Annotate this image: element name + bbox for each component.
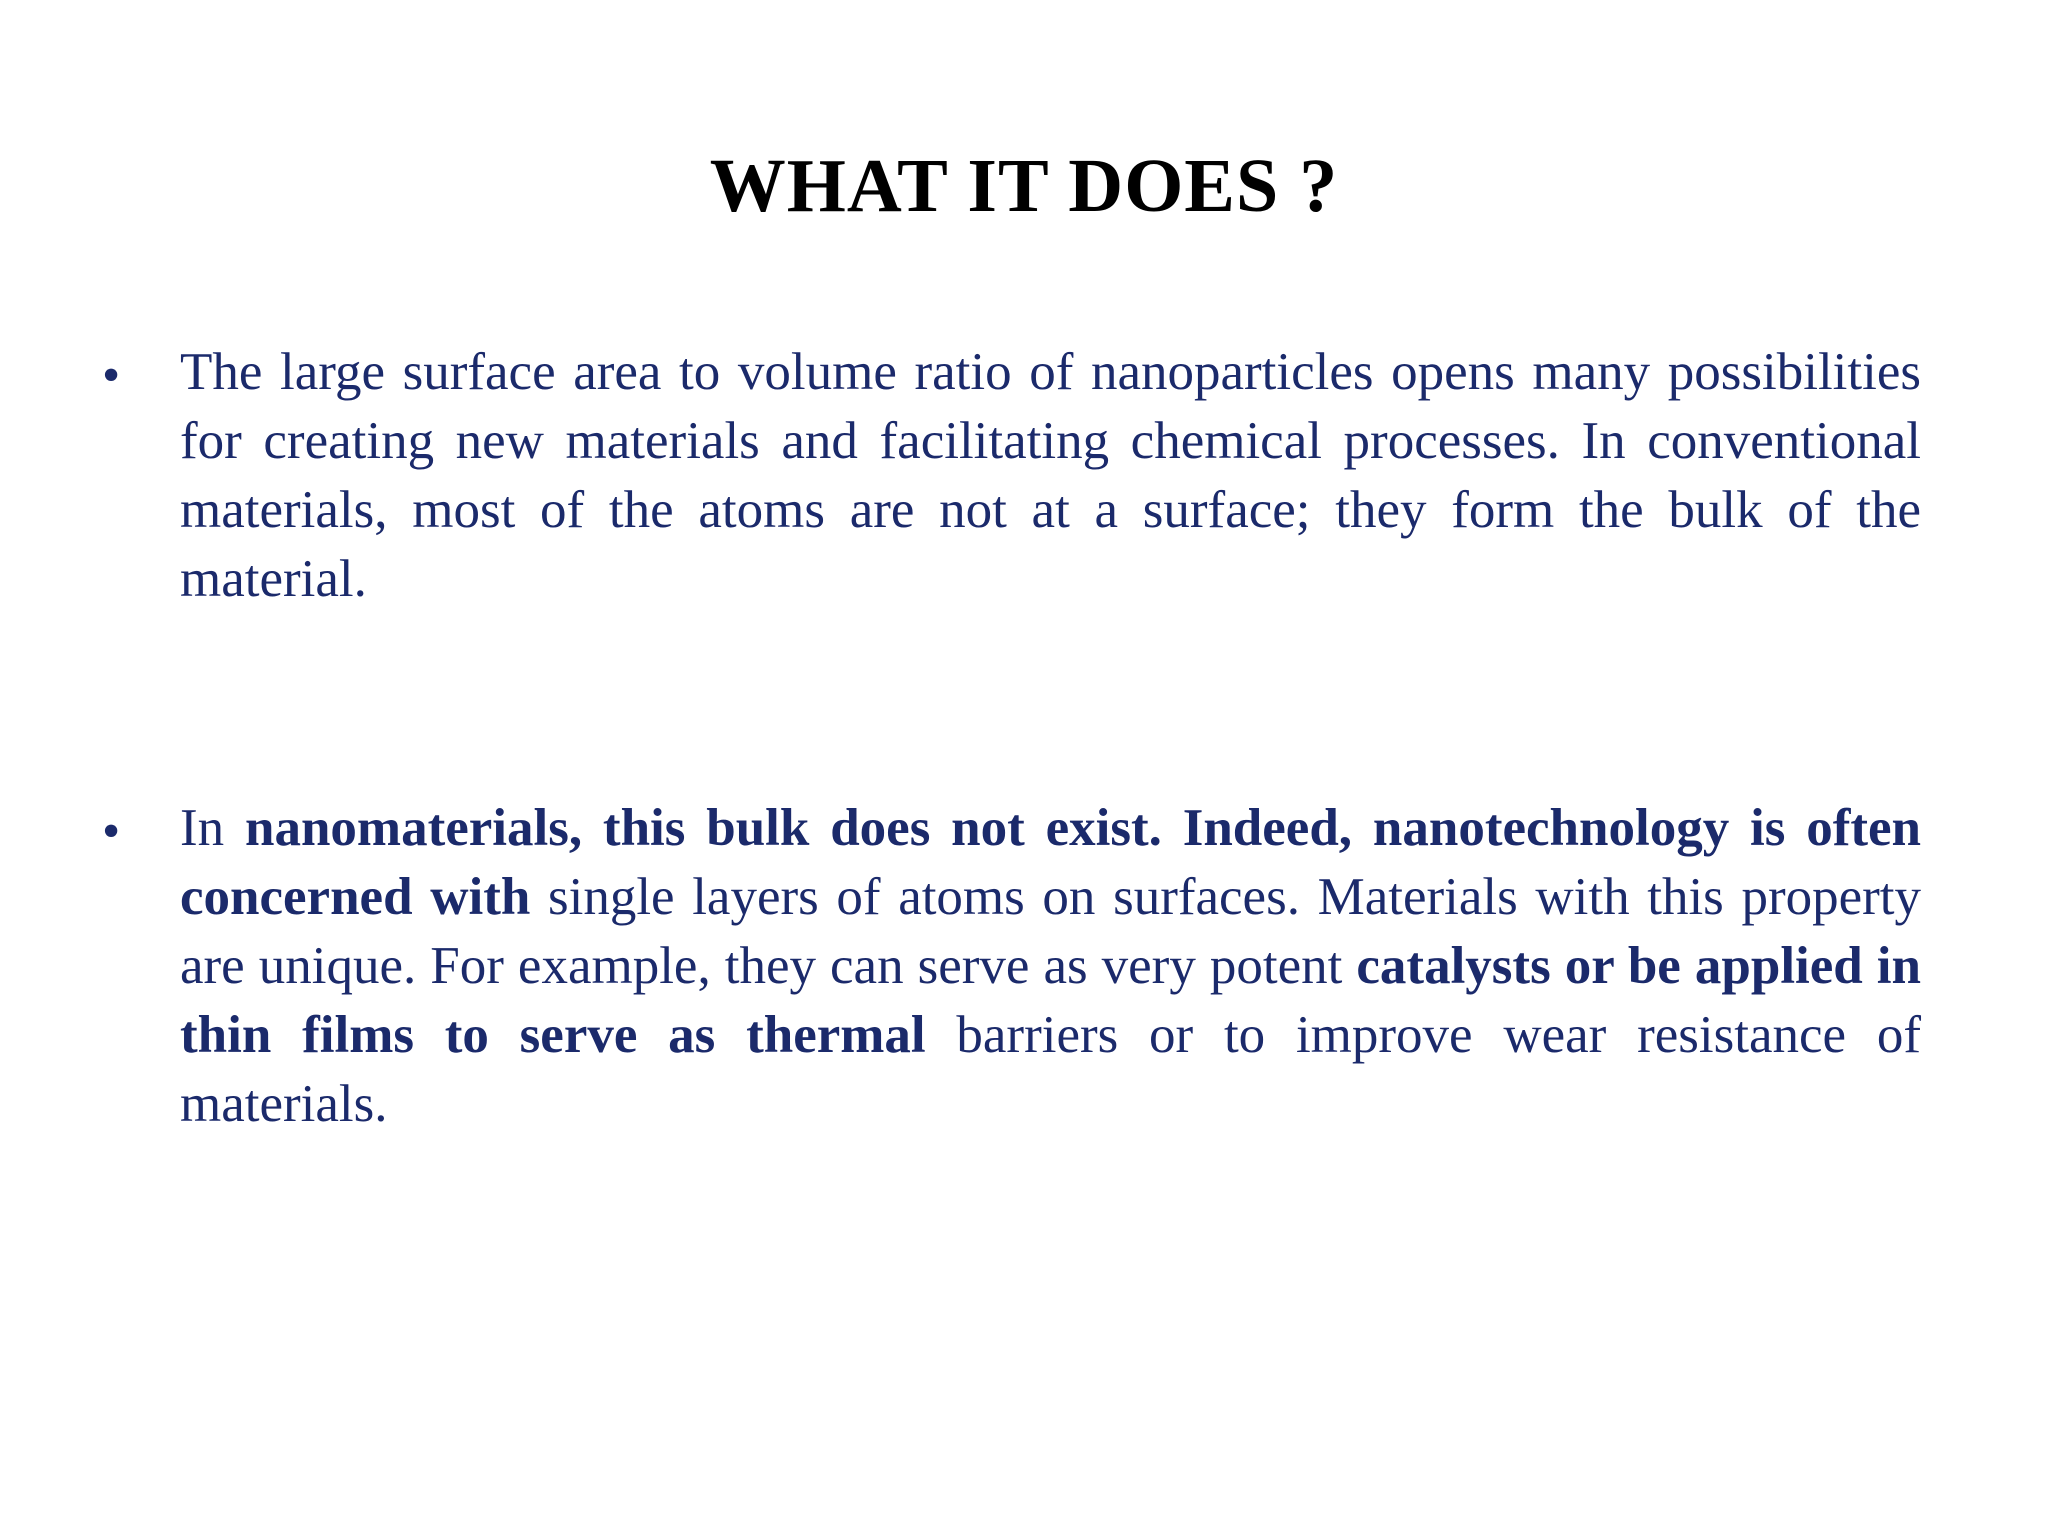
paragraph-2-text-a: In — [180, 799, 245, 857]
paragraph-2-text-c: barriers or to improve wear resistance of materials. — [180, 1006, 1921, 1133]
bullet-paragraph-2 — [180, 794, 1921, 1139]
bullet-marker-1: • — [102, 347, 121, 404]
bullet-paragraph-1 — [180, 338, 1921, 614]
slide-title: WHAT IT DOES ? — [709, 144, 1339, 228]
bullet-marker-2: • — [102, 803, 121, 860]
paragraph-2-text-b: single layers of atoms on surfaces. Materials with this property are unique. For example, they can serve as very potent — [180, 868, 1921, 995]
paragraph-1-text: The large surface area to volume ratio of nanoparticles opens many possibilities for creating new materials and facilitating chemical processes. In conventional materials, most of the atoms are not at a surface; they form the bulk of the material. — [180, 343, 1921, 608]
paragraph-2-bold-a: nanomaterials, this bulk does not exist. Indeed, nanotechnology is often concerned with — [180, 799, 1922, 926]
paragraph-2-bold-b: catalysts or be applied in thin films to serve as thermal — [180, 937, 1922, 1064]
